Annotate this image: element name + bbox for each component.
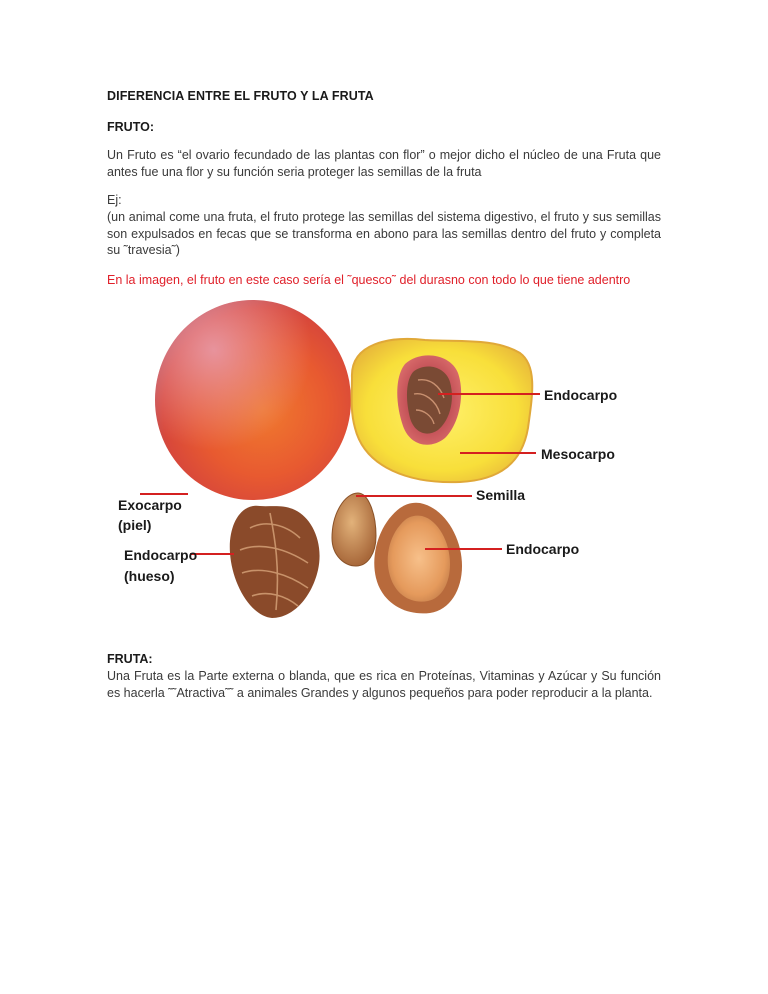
- label-exocarpo-piel: (piel): [118, 517, 152, 533]
- whole-peach-image: [155, 300, 351, 500]
- example-paragraph: (un animal come una fruta, el fruto protege las semillas del sistema digestivo, el fruto y sus semillas son expulsados en fecas que se transforma en abono para las semillas dentro del fruto y completa su ˜travesia˜): [107, 210, 661, 257]
- open-shell-image: [374, 503, 462, 614]
- fruta-heading: FRUTA:: [107, 652, 153, 666]
- label-exocarpo: Exocarpo: [118, 497, 182, 513]
- label-mesocarpo: Mesocarpo: [541, 446, 615, 462]
- example-label: Ej:: [107, 193, 122, 207]
- highlight-note: En la imagen, el fruto en este caso sería el ˜quesco˜ del durasno con todo lo que tiene adentro: [107, 273, 631, 287]
- label-endocarpo-top: Endocarpo: [544, 387, 618, 403]
- fruta-paragraph: Una Fruta es la Parte externa o blanda, que es rica en Proteínas, Vitaminas y Azúcar y Su función es hacerla ˜˜Atractiva˜˜ a animales Grandes y algunos pequeños para poder reproducir a la planta.: [107, 669, 661, 700]
- label-endocarpo-hueso-sub: (hueso): [124, 568, 175, 584]
- pit-hueso-image: [230, 506, 320, 618]
- fruto-paragraph: Un Fruto es “el ovario fecundado de las plantas con flor” o mejor dicho el núcleo de una Fruta que antes fue una flor y su función seria proteger las semillas de la fruta: [107, 148, 661, 179]
- label-endocarpo-hueso: Endocarpo: [124, 547, 198, 563]
- seed-image: [332, 493, 376, 566]
- fruto-heading: FRUTO:: [107, 120, 154, 134]
- halved-peach-image: [352, 339, 533, 482]
- label-semilla: Semilla: [476, 487, 526, 503]
- document-title: DIFERENCIA ENTRE EL FRUTO Y LA FRUTA: [107, 89, 374, 103]
- label-endocarpo-right: Endocarpo: [506, 541, 580, 557]
- peach-anatomy-figure: [100, 298, 640, 628]
